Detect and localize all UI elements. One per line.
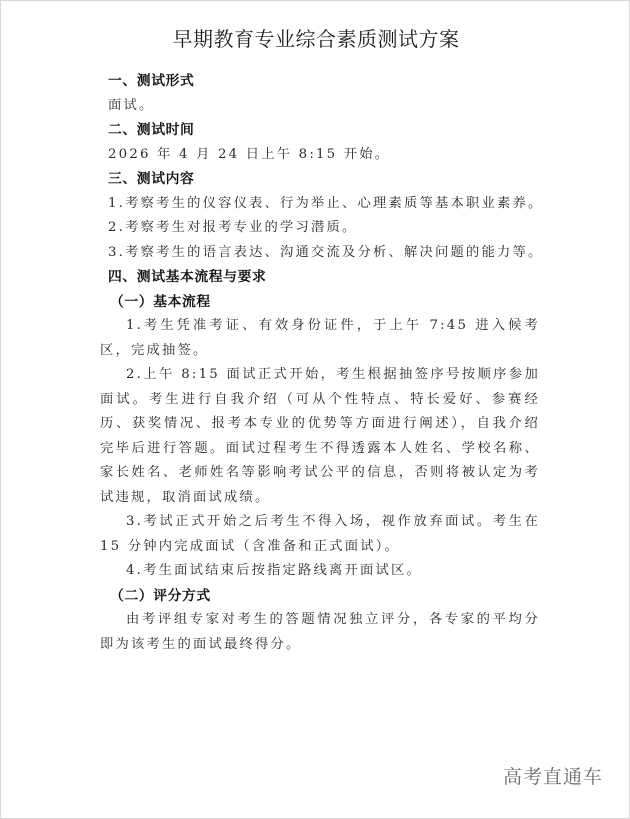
- subsection-heading-basic-process: （一）基本流程: [110, 293, 211, 310]
- content-item-3: 3.考察考生的语言表达、沟通交流及分析、解决问题的能力等。: [108, 244, 544, 260]
- content-item-1: 1.考察考生的仪容仪表、行为举止、心理素质等基本职业素养。: [108, 195, 544, 211]
- document-title: 早期教育专业综合素质测试方案: [172, 27, 460, 51]
- section-heading-process: 四、测试基本流程与要求: [108, 269, 267, 285]
- process-step-1: 1.考生凭准考证、有效身份证件，于上午 7:45 进入候考区，完成抽签。: [100, 318, 540, 358]
- section-text-test-format: 面试。: [108, 97, 155, 113]
- section-heading-test-content: 三、测试内容: [108, 171, 195, 187]
- content-item-2: 2.考察考生对报考专业的学习潜质。: [108, 220, 358, 235]
- process-step-2: 2.上午 8:15 面试正式开始，考生根据抽签序号按顺序参加面试。考生进行自我介绍（可从个性特点、特长爱好、参赛经历、获奖情况、报考本专业的优势等方面进行阐述），自我介绍完毕后进行答题。面试过程考生不得透露本人姓名、学校名称、家长姓名、老师姓名等影响考试公平的信息，否则将被认定为考试违规，取消面试成绩。: [100, 367, 540, 505]
- document-body: [100, 69, 544, 657]
- process-step-4: 4.考生面试结束后按指定路线离开面试区。: [126, 563, 423, 578]
- scoring-paragraph: 由考评组专家对考生的答题情况独立评分，各专家的平均分即为该考生的面试最终得分。: [100, 612, 540, 652]
- section-heading-test-format: 一、测试形式: [108, 73, 195, 89]
- process-step-3: 3.考试正式开始之后考生不得入场，视作放弃面试。考生在 15 分钟内完成面试（含准备和正式面试）。: [100, 514, 540, 554]
- section-text-test-time: 2026 年 4 月 24 日上午 8:15 开始。: [108, 146, 391, 162]
- watermark-label: 高考直通车: [502, 766, 603, 788]
- section-heading-test-time: 二、测试时间: [108, 122, 195, 138]
- subsection-heading-scoring: （二）评分方式: [110, 587, 211, 604]
